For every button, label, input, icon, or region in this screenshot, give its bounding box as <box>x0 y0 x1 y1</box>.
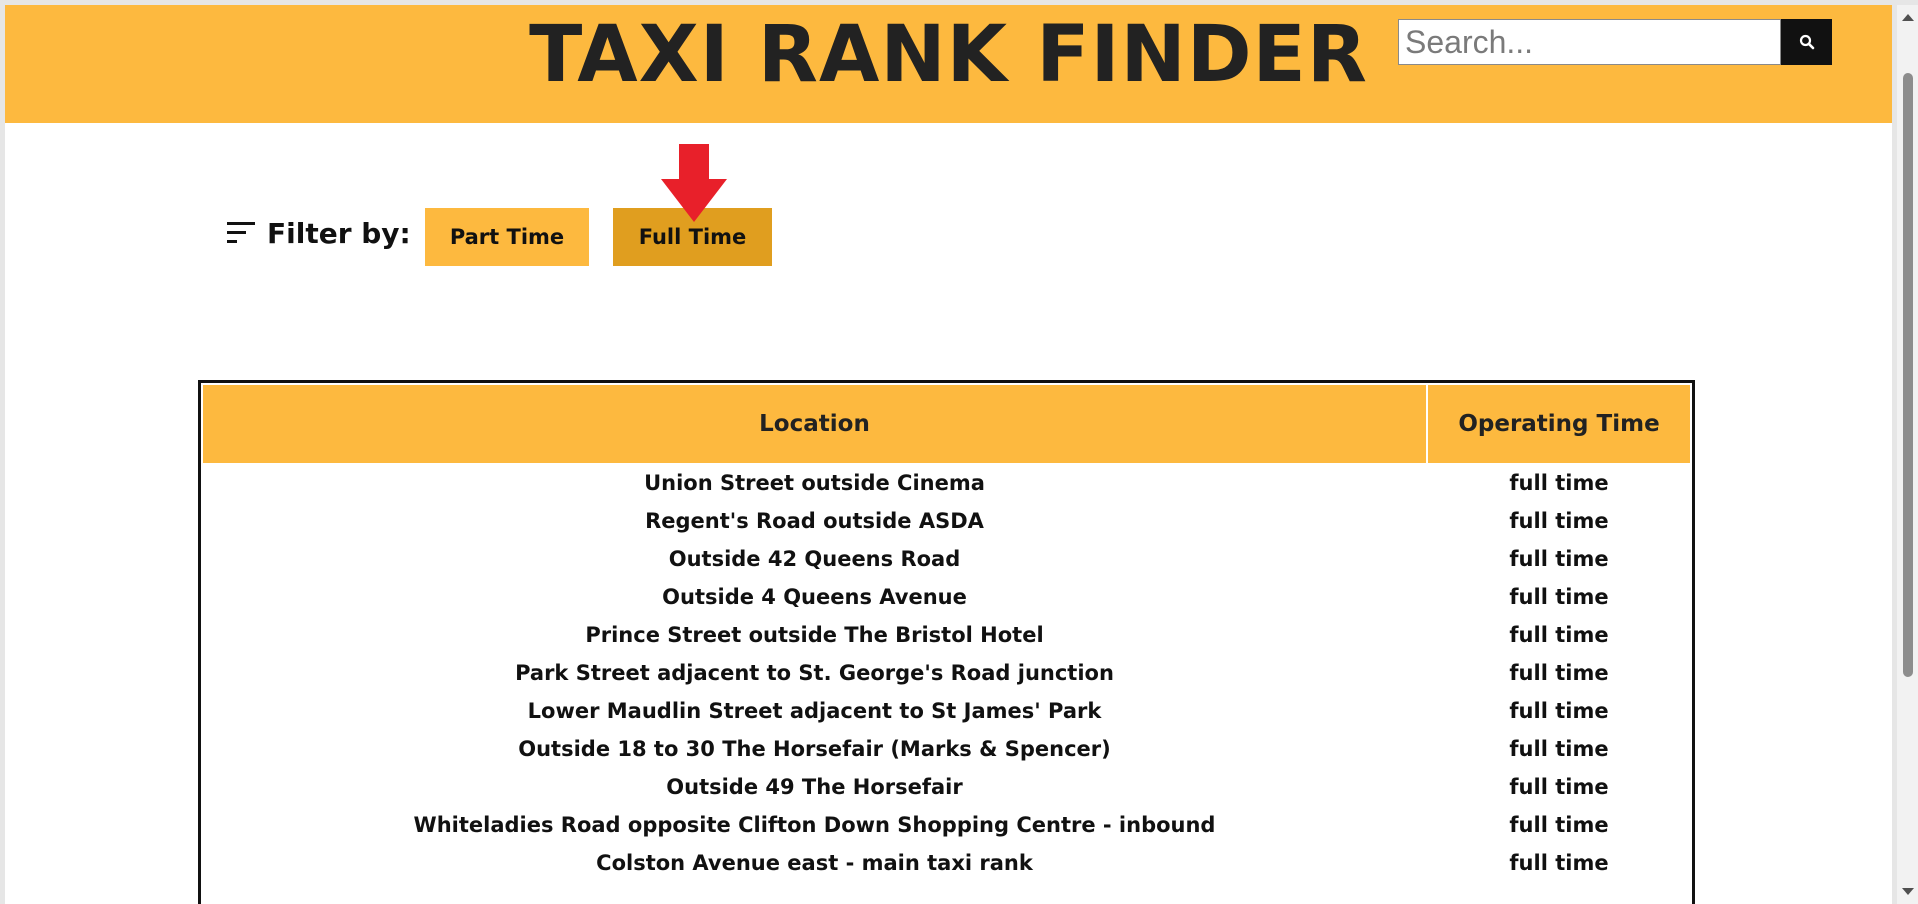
table-header-row <box>203 385 1690 463</box>
page-viewport <box>5 5 1892 904</box>
filter-label: Filter by: <box>267 217 411 250</box>
scroll-up-arrow-icon[interactable] <box>1902 14 1914 21</box>
operating-time-cell: full time <box>1509 661 1609 685</box>
table-row <box>203 541 1690 577</box>
location-cell: Outside 49 The Horsefair <box>666 775 963 799</box>
table-row <box>203 845 1690 881</box>
filter-icon <box>227 222 257 244</box>
table-row <box>203 693 1690 729</box>
location-cell: Lower Maudlin Street adjacent to St James' Park <box>527 699 1102 723</box>
operating-time-cell: full time <box>1509 547 1609 571</box>
operating-time-cell: full time <box>1509 471 1609 495</box>
operating-time-cell: full time <box>1509 509 1609 533</box>
location-cell: Park Street adjacent to St. George's Road junction <box>515 661 1114 685</box>
search-input[interactable] <box>1398 19 1781 65</box>
operating-time-cell: full time <box>1509 699 1609 723</box>
page-title: TAXI RANK FINDER <box>529 10 1368 100</box>
red-down-arrow-icon <box>661 144 727 224</box>
table-row <box>203 465 1690 501</box>
location-cell: Outside 4 Queens Avenue <box>662 585 967 609</box>
site-header <box>5 5 1892 123</box>
search-icon <box>1799 34 1815 50</box>
search-bar <box>1398 19 1832 65</box>
location-cell: Union Street outside Cinema <box>644 471 985 495</box>
taxi-rank-table <box>198 380 1695 904</box>
location-cell: Whiteladies Road opposite Clifton Down Shopping Centre - inbound <box>413 813 1216 837</box>
location-cell: Outside 18 to 30 The Horsefair (Marks & Spencer) <box>518 737 1111 761</box>
operating-time-cell: full time <box>1509 585 1609 609</box>
scrollbar-thumb[interactable] <box>1903 73 1913 677</box>
operating-time-cell: full time <box>1509 737 1609 761</box>
table-row <box>203 503 1690 539</box>
part-time-filter-button[interactable]: Part Time <box>425 208 589 266</box>
scroll-down-arrow-icon[interactable] <box>1902 888 1914 895</box>
table-row <box>203 731 1690 767</box>
search-button[interactable] <box>1781 19 1832 65</box>
table-row <box>203 655 1690 691</box>
operating-time-cell: full time <box>1509 851 1609 875</box>
column-header-location: Location <box>203 385 1426 463</box>
operating-time-cell: full time <box>1509 623 1609 647</box>
column-header-operating-time: Operating Time <box>1428 385 1690 463</box>
location-cell: Regent's Road outside ASDA <box>645 509 984 533</box>
table-row <box>203 769 1690 805</box>
location-cell: Colston Avenue east - main taxi rank <box>596 851 1033 875</box>
location-cell: Prince Street outside The Bristol Hotel <box>585 623 1044 647</box>
table-row <box>203 807 1690 843</box>
table-row <box>203 617 1690 653</box>
full-time-filter-button[interactable]: Full Time <box>613 208 772 266</box>
operating-time-cell: full time <box>1509 813 1609 837</box>
table-row <box>203 579 1690 615</box>
vertical-scrollbar[interactable] <box>1897 5 1918 904</box>
location-cell: Outside 42 Queens Road <box>668 547 961 571</box>
operating-time-cell: full time <box>1509 775 1609 799</box>
